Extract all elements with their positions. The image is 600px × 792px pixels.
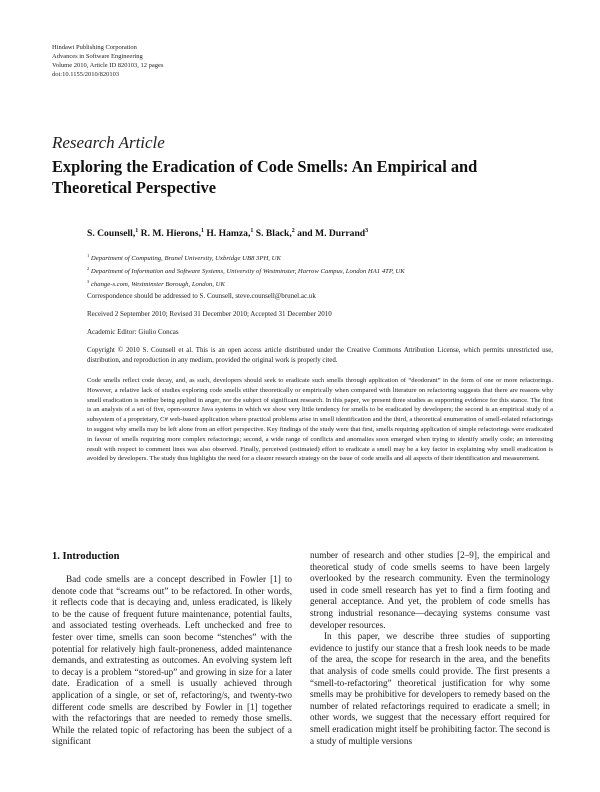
author: S. Black,$^2$	[255, 228, 295, 240]
intro-column-left	[52, 574, 292, 748]
author-list	[87, 228, 368, 239]
affiliations	[87, 251, 405, 291]
author: S. Counsell,$^1$	[87, 228, 139, 240]
volume-info: Volume 2010, Article ID 820103, 12 pages	[52, 62, 164, 69]
affiliation: $^1$ Department of Computing, Brunel University, Uxbridge UB8 3PH, UK	[87, 253, 281, 263]
abstract: Code smells reflect code decay, and, as such, developers should seek to eradicate such smells through application of “deodorant” in the form of one or more refactorings. However, a relative lack of studies exploring code smells either theoretically or empirically when compared with literature on refactoring suggests that there are reasons why smell eradication is neither being applied in anger, nor the subject of significant research. In this paper, we present three studies as supporting evidence for this stance. The first is an analysis of a set of five, open-source Java systems in which we show very little tendency for smells to be eradicated by developers; the second is an empirical study of a subsystem of a proprietary, C# web-based application where practical problems arise in smell identification and the third, a theoretical enumeration of smell-related refactorings to suggest why smells may be left alone from an effort perspective. Key findings of the study were that first, smells requiring application of simple refactorings were eradicated in favour of smells requiring more complex refactorings; second, a wide range of conflicts and anomalies soon emerged when trying to identify smelly code; an interesting result with respect to comment lines was also observed. Finally, perceived (estimated) effort to eradicate a smell may be a key factor in explaining why smell eradication is avoided by developers. The study thus highlights the need for a clearer research strategy on the issue of code smells and all aspects of their identification and measurement.	[87, 377, 553, 463]
author: R. M. Hierons,$^1$	[140, 228, 204, 240]
copyright-notice: Copyright © 2010 S. Counsell et al. This is an open access article distributed under the Creative Commons Attribution License, which permits unrestricted use, distribution, and reproduction in any medium, provided the original work is properly cited.	[87, 347, 553, 364]
affiliation: $^3$ change-s.com, Westminster Borough, London, UK	[87, 279, 225, 289]
journal-name: Advances in Software Engineering	[52, 53, 143, 60]
academic-editor: Academic Editor: Giulio Concas	[87, 328, 179, 336]
affiliation: $^2$ Department of Information and Software Systems, University of Westminster, Harrow Campus, London HA1 4TP, UK	[87, 266, 405, 276]
author: H. Hamza,$^1$	[206, 228, 254, 240]
intro-paragraph: number of research and other studies [2–9], the empirical and theoretical study of code smells seems to have been largely overlooked by the research community. Even the terminology used in code smell research has yet to find a firm footing and general acceptance. And yet, the problem of code smells has strong industrial resonance—decaying systems consume vast developer resources.	[310, 550, 550, 630]
author: and M. Durrand$^3$	[297, 228, 369, 240]
intro-paragraph: Bad code smells are a concept described in Fowler [1] to denote code that “screams out” to be refactored. In other words, it reflects code that is decaying and, unless eradicated, is likely to be the cause of frequent future maintenance, potential faults, and associated testing overheads. Left unchecked and free to fester over time, smells can soon become “stenches” with the potential for relatively high fault-proneness, added maintenance demands, and extratesting as outcomes. An evolving system left to decay is a problem “stored-up” and growing in size for a later date. Eradication of a smell is usually achieved through application of a single, or set of, refactoring/s, and twenty-two different code smells are described by Fowler in [1] together with the refactorings that are needed to remedy those smells. While the related topic of refactoring has been the subject of a significant	[52, 574, 292, 747]
article-kind: Research Article	[52, 133, 165, 152]
journal-header	[52, 43, 163, 79]
intro-paragraph: In this paper, we describe three studies of supporting evidence to justify our stance that a fresh look needs to be made of the area, the scope for research in the area, and the benefits that analysis of code smells could provide. The first presents a “smell-to-refactoring” theoretical justification for why some smells may be prohibitive for developers to remedy based on the number of related refactorings required to eradicate a smell; in other words, we suggest that the necessary effort required for smell eradication might itself be prohibiting factor. The second is a study of multiple versions	[310, 631, 550, 746]
received-dates: Received 2 September 2010; Revised 31 December 2010; Accepted 31 December 2010	[87, 310, 332, 318]
intro-column-right	[310, 550, 550, 747]
correspondence: Correspondence should be addressed to S. Counsell, steve.counsell@brunel.ac.uk	[87, 292, 316, 300]
section-heading-introduction: 1. Introduction	[52, 551, 120, 562]
doi[interactable]: doi:10.1155/2010/820103	[52, 71, 120, 78]
paper-title: Exploring the Eradication of Code Smells: An Empirical and Theoretical Perspective	[52, 157, 478, 197]
publisher: Hindawi Publishing Corporation	[52, 44, 137, 51]
